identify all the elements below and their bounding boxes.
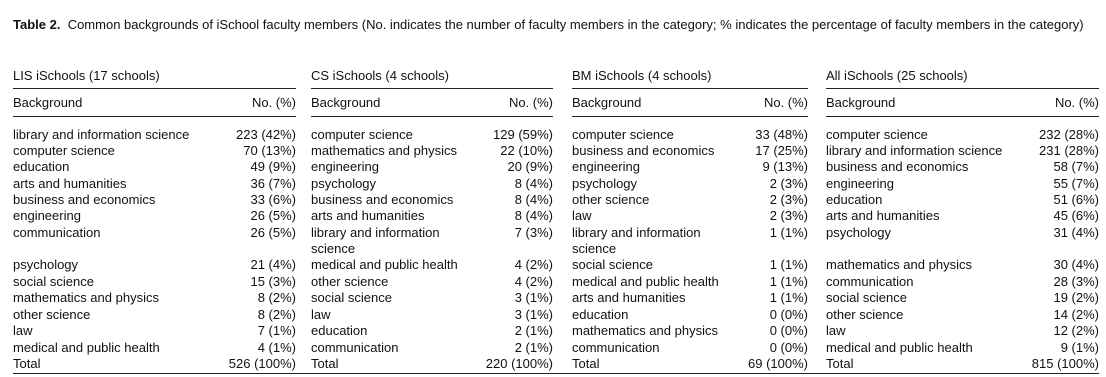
count-cell: 28 (3%) [1053,274,1099,289]
background-cell: psychology [13,257,79,272]
table-label: Table 2. [13,17,61,32]
count-cell: 4 (1%) [257,340,296,355]
group-header-rule [826,88,1099,89]
count-cell: 8 (4%) [514,208,553,223]
background-cell: computer science [13,143,115,158]
background-cell: law [572,208,592,223]
background-cell: communication [311,340,399,355]
background-cell: other science [311,274,389,289]
count-cell: 33 (48%) [755,127,808,142]
background-cell: psychology [311,176,377,191]
count-cell: 14 (2%) [1053,307,1099,322]
count-cell: 45 (6%) [1053,208,1099,223]
background-cell: other science [826,307,904,322]
count-cell: 3 (1%) [514,307,553,322]
background-cell: social science [311,290,392,305]
background-cell: engineering [13,208,81,223]
count-cell: 0 (0%) [769,340,808,355]
background-cell: mathematics and physics [311,143,457,158]
count-cell: 0 (0%) [769,323,808,338]
background-cell: medical and public health [826,340,973,355]
background-cell: business and economics [826,159,969,174]
background-cell: Total [572,356,600,371]
count-cell: 7 (3%) [514,225,553,240]
count-column-header: No. (%) [251,95,296,110]
background-cell: engineering [572,159,640,174]
background-cell: communication [826,274,914,289]
count-cell: 232 (28%) [1039,127,1099,142]
count-cell: 1 (1%) [769,290,808,305]
background-cell: medical and public health [311,257,458,272]
count-cell: 129 (59%) [493,127,553,142]
background-cell: education [13,159,70,174]
group-header-rule [13,88,296,89]
count-cell: 58 (7%) [1053,159,1099,174]
background-cell: education [311,323,368,338]
count-cell: 2 (3%) [769,192,808,207]
group-header-bottom-rule [826,116,1099,117]
background-cell: library and information science [13,127,190,142]
count-cell: 21 (4%) [250,257,296,272]
count-cell: 7 (1%) [257,323,296,338]
background-cell: computer science [572,127,674,142]
count-cell: 19 (2%) [1053,290,1099,305]
background-column-header: Background [311,95,381,110]
count-cell: 70 (13%) [243,143,296,158]
group-header-rule [311,88,553,89]
count-cell: 815 (100%) [1031,356,1099,371]
count-cell: 51 (6%) [1053,192,1099,207]
background-cell: library and information science [311,225,440,256]
background-cell: education [826,192,883,207]
count-cell: 22 (10%) [500,143,553,158]
count-cell: 2 (1%) [514,323,553,338]
group-header-bottom-rule [13,116,296,117]
count-cell: 8 (4%) [514,176,553,191]
background-cell: law [311,307,331,322]
count-column-header: No. (%) [508,95,553,110]
count-cell: 4 (2%) [514,274,553,289]
background-cell: law [826,323,846,338]
group-header-rule [572,88,808,89]
background-cell: business and economics [13,192,156,207]
group-title: All iSchools (25 schools) [826,68,968,83]
count-cell: 12 (2%) [1053,323,1099,338]
group-title: LIS iSchools (17 schools) [13,68,160,83]
count-cell: 26 (5%) [250,225,296,240]
background-cell: education [572,307,629,322]
background-column-header: Background [572,95,642,110]
background-cell: communication [572,340,660,355]
background-cell: Total [826,356,854,371]
count-cell: 1 (1%) [769,274,808,289]
count-cell: 30 (4%) [1053,257,1099,272]
count-cell: 1 (1%) [769,225,808,240]
background-cell: mathematics and physics [572,323,718,338]
count-cell: 1 (1%) [769,257,808,272]
count-column-header: No. (%) [1054,95,1099,110]
count-cell: 2 (1%) [514,340,553,355]
background-cell: social science [13,274,94,289]
group-title: BM iSchools (4 schools) [572,68,712,83]
background-cell: other science [13,307,91,322]
background-cell: psychology [572,176,638,191]
count-cell: 526 (100%) [228,356,296,371]
count-cell: 8 (2%) [257,290,296,305]
background-cell: arts and humanities [311,208,425,223]
count-cell: 26 (5%) [250,208,296,223]
count-cell: 2 (3%) [769,208,808,223]
count-cell: 49 (9%) [250,159,296,174]
group-header-bottom-rule [572,116,808,117]
table-caption [13,16,1099,33]
count-cell: 9 (13%) [762,159,808,174]
count-cell: 0 (0%) [769,307,808,322]
count-cell: 33 (6%) [250,192,296,207]
background-cell: law [13,323,33,338]
background-cell: library and information science [826,143,1003,158]
background-cell: business and economics [572,143,715,158]
background-column-header: Background [826,95,896,110]
background-column-header: Background [13,95,83,110]
count-cell: 36 (7%) [250,176,296,191]
background-cell: arts and humanities [826,208,940,223]
count-cell: 3 (1%) [514,290,553,305]
count-cell: 8 (4%) [514,192,553,207]
count-cell: 17 (25%) [755,143,808,158]
table-bottom-rule [13,373,1099,374]
count-cell: 15 (3%) [250,274,296,289]
background-cell: other science [572,192,650,207]
background-cell: business and economics [311,192,454,207]
background-cell: arts and humanities [13,176,127,191]
table-caption-text: Common backgrounds of iSchool faculty members (No. indicates the number of faculty members in the category; % indicates the percentage of faculty members in the category) [67,17,1084,32]
count-cell: 2 (3%) [769,176,808,191]
count-cell: 69 (100%) [748,356,808,371]
background-cell: social science [826,290,907,305]
background-cell: mathematics and physics [826,257,972,272]
count-cell: 20 (9%) [507,159,553,174]
count-cell: 31 (4%) [1053,225,1099,240]
background-cell: Total [311,356,339,371]
count-column-header: No. (%) [763,95,808,110]
count-cell: 55 (7%) [1053,176,1099,191]
count-cell: 220 (100%) [485,356,553,371]
background-cell: arts and humanities [572,290,686,305]
background-cell: Total [13,356,41,371]
background-cell: engineering [311,159,379,174]
group-title: CS iSchools (4 schools) [311,68,449,83]
background-cell: communication [13,225,101,240]
background-cell: library and information science [572,225,701,256]
count-cell: 223 (42%) [236,127,296,142]
background-cell: engineering [826,176,894,191]
background-cell: psychology [826,225,892,240]
count-cell: 231 (28%) [1039,143,1099,158]
background-cell: medical and public health [13,340,160,355]
count-cell: 9 (1%) [1060,340,1099,355]
background-cell: computer science [826,127,928,142]
group-header-bottom-rule [311,116,553,117]
count-cell: 8 (2%) [257,307,296,322]
count-cell: 4 (2%) [514,257,553,272]
background-cell: computer science [311,127,413,142]
background-cell: social science [572,257,653,272]
background-cell: mathematics and physics [13,290,159,305]
background-cell: medical and public health [572,274,719,289]
